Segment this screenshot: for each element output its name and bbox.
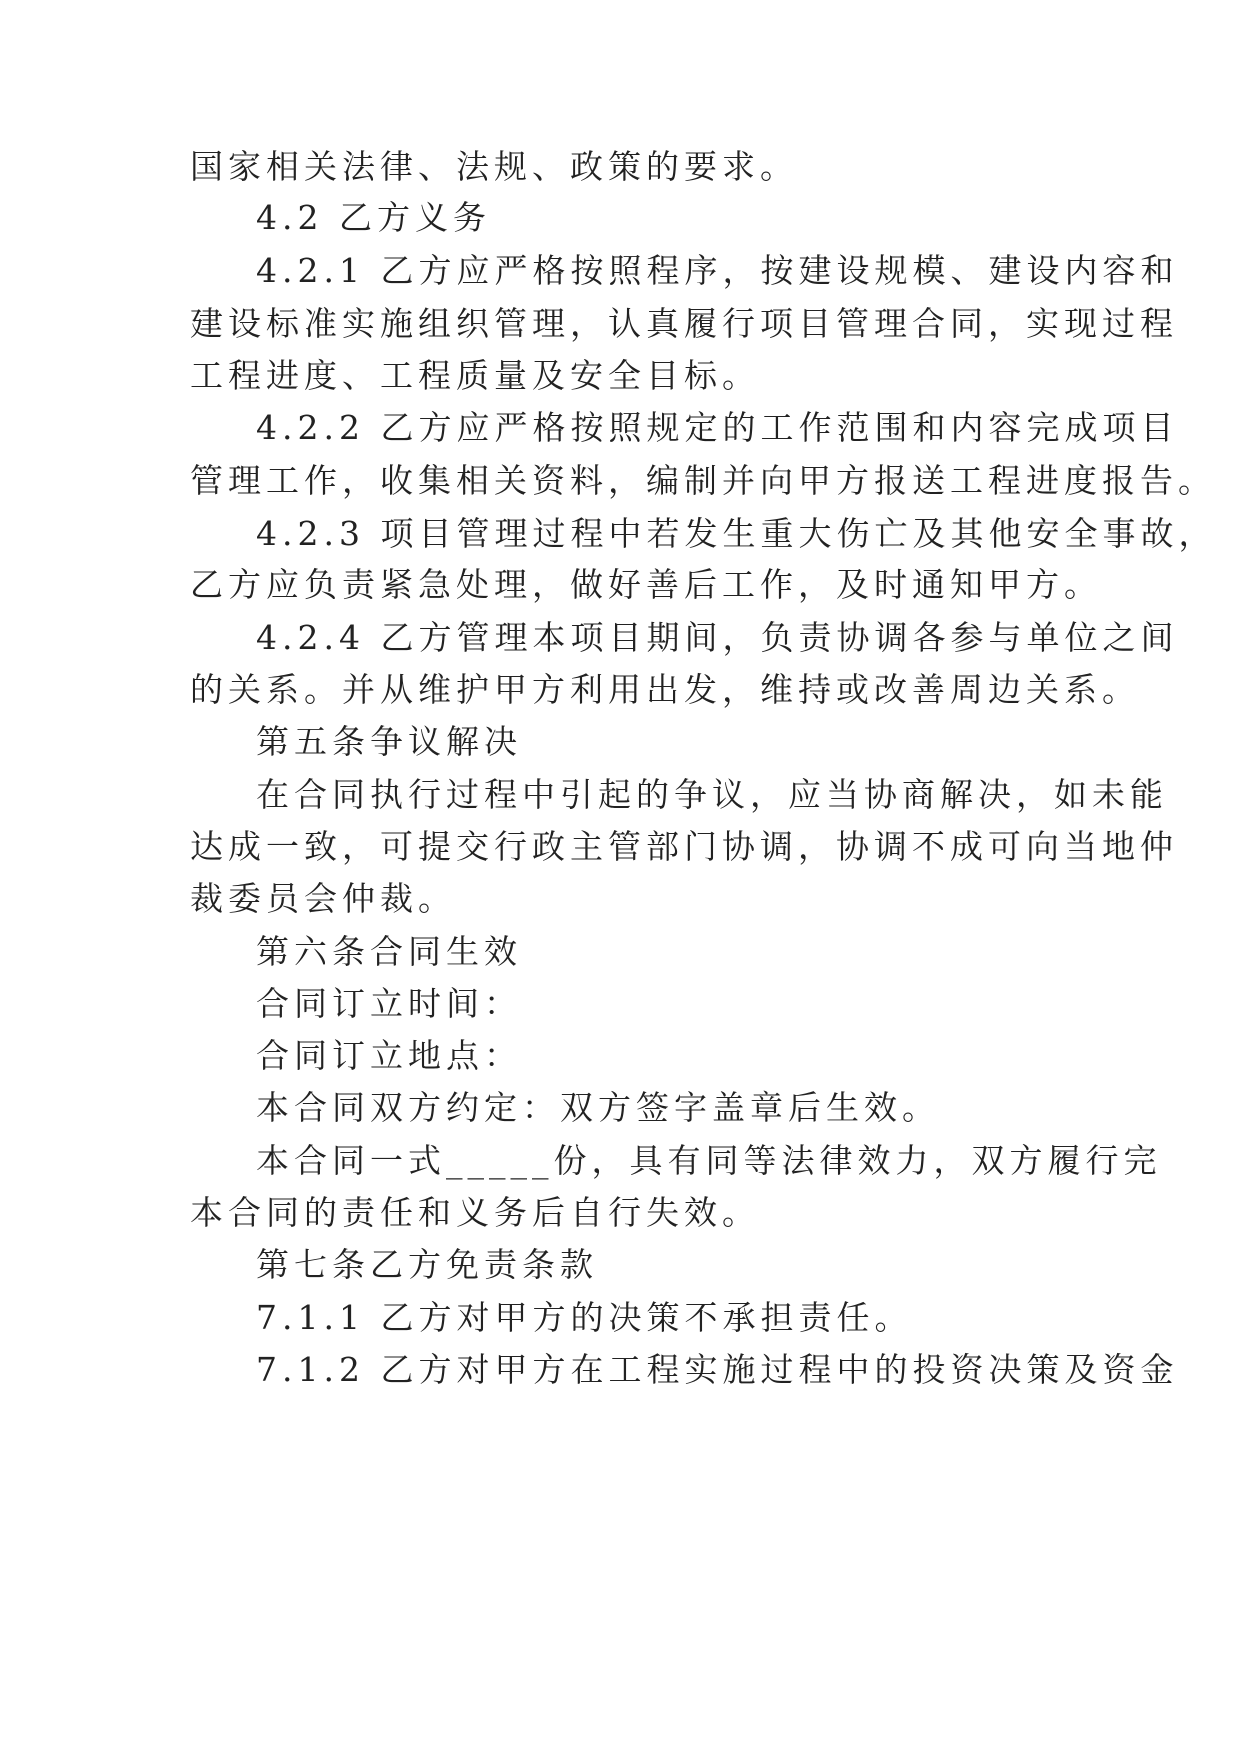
- text-line: 达成一致，可提交行政主管部门协调，协调不成可向当地仲: [190, 827, 1178, 866]
- text-line: 本合同双方约定：双方签字盖章后生效。: [256, 1088, 940, 1127]
- text-line: 工程进度、工程质量及安全目标。: [190, 356, 760, 395]
- text-line: 7.1.1 乙方对甲方的决策不承担责任。: [256, 1298, 913, 1337]
- text-line: 管理工作，收集相关资料，编制并向甲方报送工程进度报告。: [190, 461, 1216, 500]
- text-line: 合同订立时间：: [256, 984, 522, 1023]
- section-heading: 第五条争议解决: [256, 722, 522, 761]
- text-line: 4.2.3 项目管理过程中若发生重大伤亡及其他安全事故，: [256, 514, 1217, 553]
- text-line: 4.2.4 乙方管理本项目期间，负责协调各参与单位之间: [256, 618, 1179, 657]
- section-heading: 4.2 乙方义务: [256, 198, 491, 237]
- text-line: 4.2.2 乙方应严格按照规定的工作范围和内容完成项目: [256, 408, 1179, 447]
- section-heading: 第六条合同生效: [256, 932, 522, 971]
- text-line: 在合同执行过程中引起的争议，应当协商解决，如未能: [256, 775, 1168, 814]
- text-line: 乙方应负责紧急处理，做好善后工作，及时通知甲方。: [190, 565, 1102, 604]
- text-line: 4.2.1 乙方应严格按照程序，按建设规模、建设内容和: [256, 251, 1179, 290]
- section-heading: 第七条乙方免责条款: [256, 1245, 598, 1284]
- text-line: 国家相关法律、法规、政策的要求。: [190, 147, 798, 186]
- text-line: 建设标准实施组织管理，认真履行项目管理合同，实现过程: [190, 304, 1178, 343]
- text-line: 本合同的责任和义务后自行失效。: [190, 1193, 760, 1232]
- text-line: 7.1.2 乙方对甲方在工程实施过程中的投资决策及资金: [256, 1350, 1179, 1389]
- text-line: 合同订立地点：: [256, 1036, 522, 1075]
- text-line: 的关系。并从维护甲方利用出发，维持或改善周边关系。: [190, 670, 1140, 709]
- text-line: 裁委员会仲裁。: [190, 879, 456, 918]
- text-line: 本合同一式_____份，具有同等法律效力，双方履行完: [256, 1141, 1162, 1180]
